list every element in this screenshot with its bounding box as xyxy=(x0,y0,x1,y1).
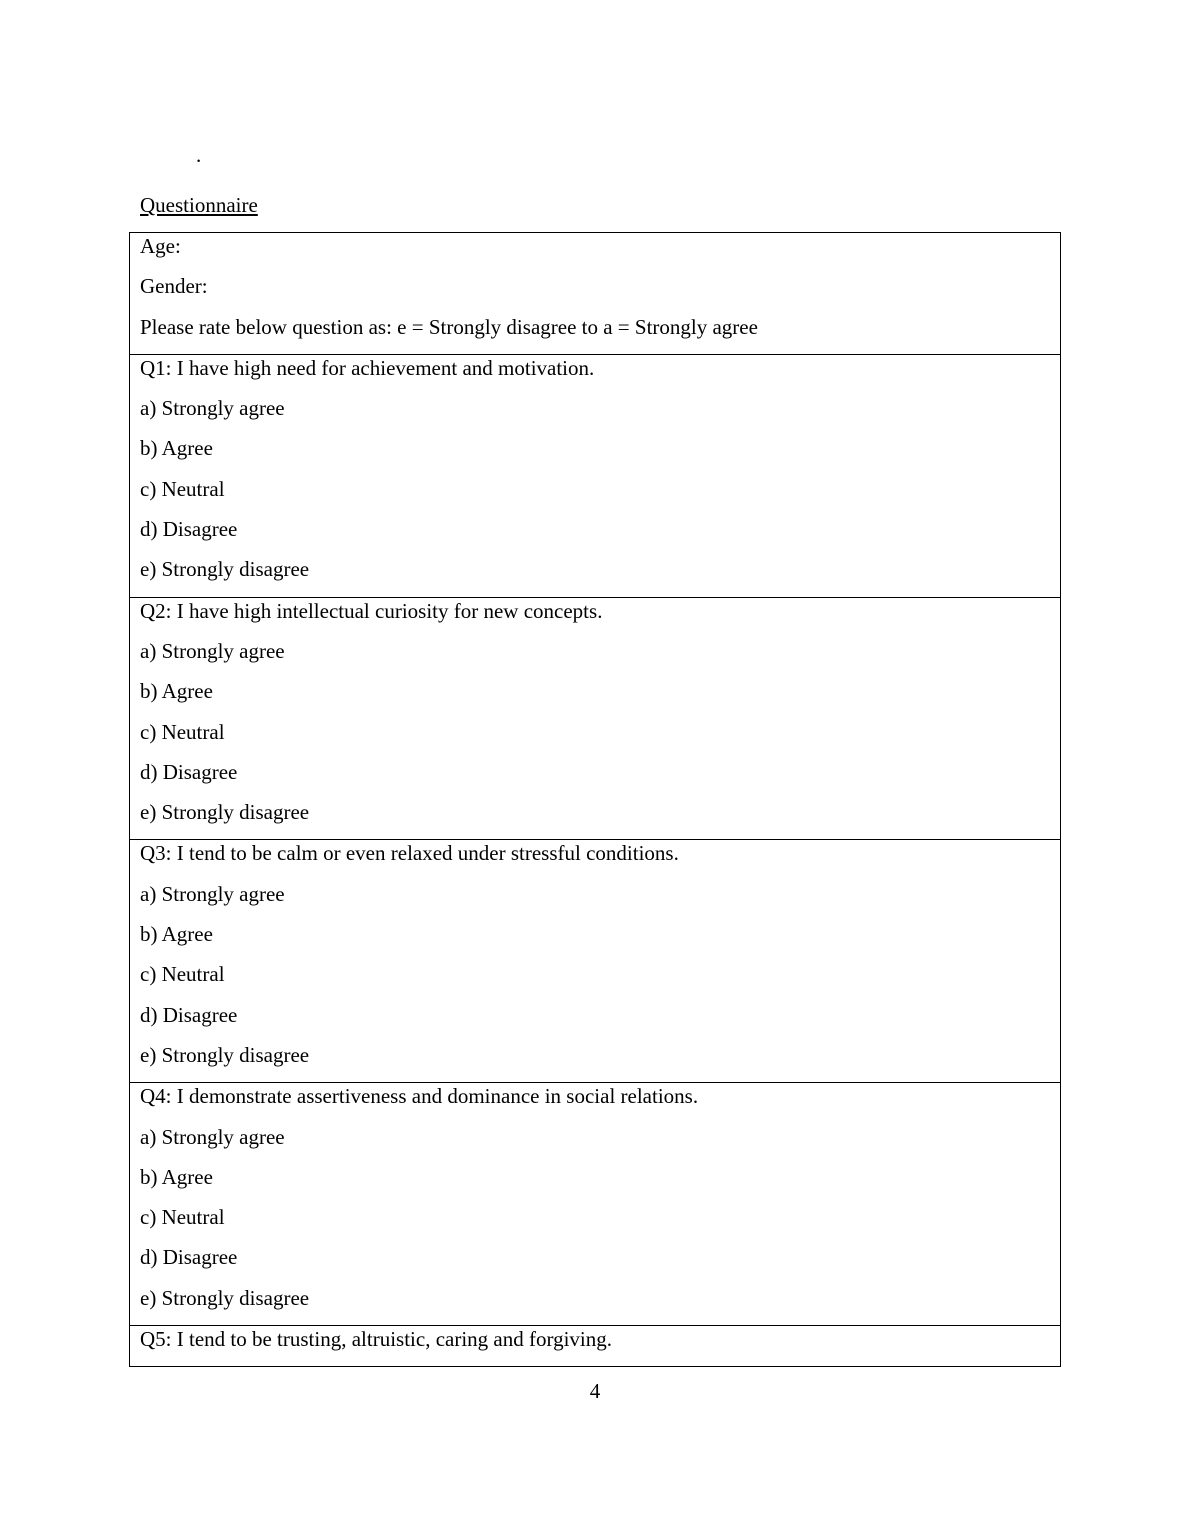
option-q4-a: a) Strongly agree xyxy=(140,1124,285,1149)
option-q3-c: c) Neutral xyxy=(140,962,225,987)
option-q1-d: d) Disagree xyxy=(140,517,238,542)
table-row-q5 xyxy=(130,1326,1061,1367)
table-row-q1 xyxy=(130,354,1061,597)
question-cell-q2 xyxy=(130,597,1061,840)
question-text-q3: Q3: I tend to be calm or even relaxed under stressful conditions. xyxy=(140,841,679,866)
option-q2-d: d) Disagree xyxy=(140,759,238,784)
question-text-q1: Q1: I have high need for achievement and motivation. xyxy=(140,355,595,380)
question-text-q4: Q4: I demonstrate assertiveness and dominance in social relations. xyxy=(140,1084,699,1109)
option-q3-b: b) Agree xyxy=(140,922,213,947)
stray-dot: . xyxy=(196,143,202,167)
questionnaire-table xyxy=(129,232,1061,1367)
option-q1-b: b) Agree xyxy=(140,436,213,461)
table-row-q4 xyxy=(130,1083,1061,1326)
question-cell-q4 xyxy=(130,1083,1061,1326)
option-q4-e: e) Strongly disagree xyxy=(140,1285,310,1310)
table-row-q2 xyxy=(130,597,1061,840)
option-q2-b: b) Agree xyxy=(140,679,213,704)
page-number: 4 xyxy=(589,1379,601,1403)
option-q1-e: e) Strongly disagree xyxy=(140,557,310,582)
option-q2-a: a) Strongly agree xyxy=(140,638,285,663)
option-q2-c: c) Neutral xyxy=(140,719,225,744)
question-cell-q5 xyxy=(130,1326,1061,1367)
option-q3-d: d) Disagree xyxy=(140,1002,238,1027)
table-row-header xyxy=(130,233,1061,355)
option-q3-e: e) Strongly disagree xyxy=(140,1042,310,1067)
option-q2-e: e) Strongly disagree xyxy=(140,800,310,825)
question-text-q5: Q5: I tend to be trusting, altruistic, caring and forgiving. xyxy=(140,1327,613,1352)
question-text-q2: Q2: I have high intellectual curiosity for new concepts. xyxy=(140,598,603,623)
option-q4-c: c) Neutral xyxy=(140,1205,225,1230)
option-q4-d: d) Disagree xyxy=(140,1245,238,1270)
question-cell-q1 xyxy=(130,354,1061,597)
rating-instruction: Please rate below question as: e = Strongly disagree to a = Strongly agree xyxy=(140,314,758,339)
page-title: Questionnaire xyxy=(140,193,258,217)
option-q3-a: a) Strongly agree xyxy=(140,881,285,906)
option-q4-b: b) Agree xyxy=(140,1164,213,1189)
question-cell-q3 xyxy=(130,840,1061,1083)
option-q1-c: c) Neutral xyxy=(140,476,225,501)
option-q1-a: a) Strongly agree xyxy=(140,396,285,421)
table-row-q3 xyxy=(130,840,1061,1083)
header-cell xyxy=(130,233,1061,355)
gender-label: Gender: xyxy=(140,274,208,299)
age-label: Age: xyxy=(140,234,181,258)
